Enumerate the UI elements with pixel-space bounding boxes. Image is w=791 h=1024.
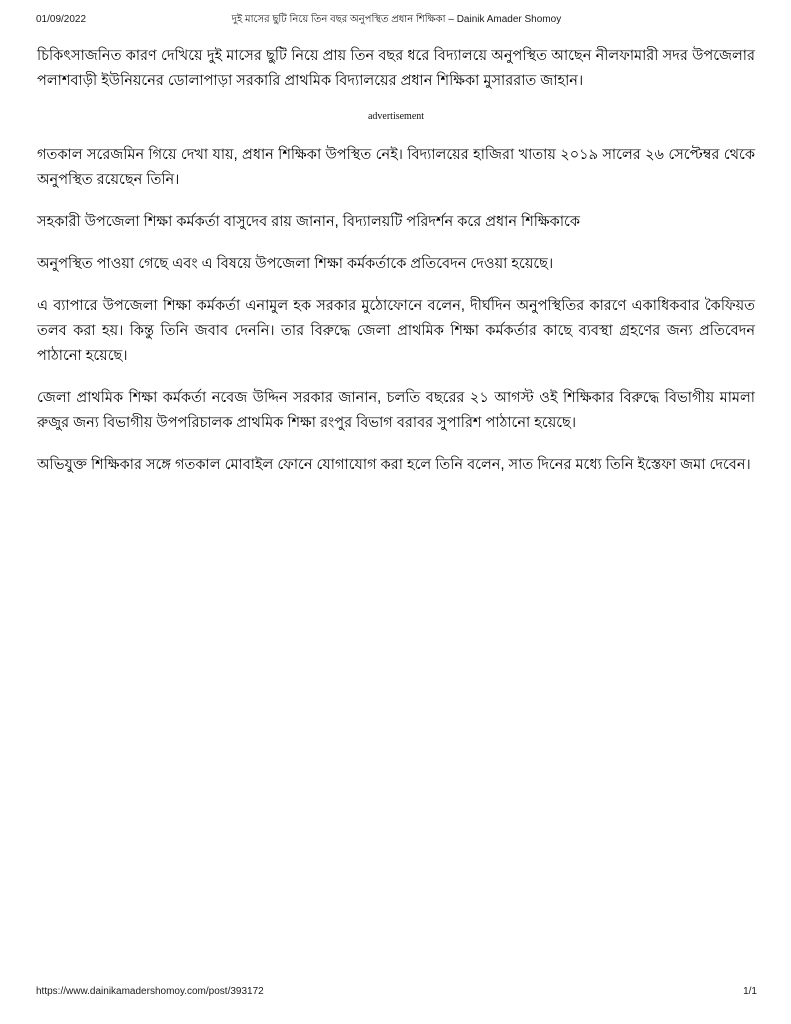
- article-paragraph: সহকারী উপজেলা শিক্ষা কর্মকর্তা বাসুদেব রায় জানান, বিদ্যালয়টি পরিদর্শন করে প্রধান শিক্ষিকাকে: [37, 214, 580, 230]
- print-date: 01/09/2022: [36, 14, 87, 25]
- footer-url: https://www.dainikamadershomoy.com/post/393172: [36, 986, 264, 997]
- article-paragraph: গতকাল সরেজমিন গিয়ে দেখা যায়, প্রধান শিক্ষিকা উপস্থিত নেই। বিদ্যালয়ের হাজিরা খাতায় ২০১৯ সালের ২৬ সেপ্টেম্বর থেকে অনুপস্থিত রয়েছেন তিনি।: [37, 147, 755, 188]
- article-paragraph: জেলা প্রাথমিক শিক্ষা কর্মকর্তা নবেজ উদ্দিন সরকার জানান, চলতি বছরের ২১ আগস্ট ওই শিক্ষিকার বিরুদ্ধে বিভাগীয় মামলা রুজুর জন্য বিভাগীয় উপপরিচালক প্রাথমিক শিক্ষা রংপুর বিভাগ বরাবর সুপারিশ পাঠানো হয়েছে।: [37, 390, 755, 431]
- print-header: [36, 14, 757, 26]
- article-paragraph: অভিযুক্ত শিক্ষিকার সঙ্গে গতকাল মোবাইল ফোনে যোগাযোগ করা হলে তিনি বলেন, সাত দিনের মধ্যে তিনি ইস্তেফা জমা দেবেন।: [37, 457, 751, 473]
- print-footer: [36, 986, 757, 998]
- article-paragraph: চিকিৎসাজনিত কারণ দেখিয়ে দুই মাসের ছুটি নিয়ে প্রায় তিন বছর ধরে বিদ্যালয়ে অনুপস্থিত আছেন নীলফামারী সদর উপজেলার পলাশবাড়ী ইউনিয়নের ডোলাপাড়া সরকারি প্রাথমিক বিদ্যালয়ের প্রধান শিক্ষিকা মুসাররাত জাহান।: [37, 48, 755, 89]
- article-body: [37, 44, 755, 495]
- advertisement-label: advertisement: [367, 111, 425, 122]
- article-paragraph: এ ব্যাপারে উপজেলা শিক্ষা কর্মকর্তা এনামুল হক সরকার মুঠোফোনে বলেন, দীর্ঘদিন অনুপস্থিতির কারণে একাধিকবার কৈফিয়ত তলব করা হয়। কিন্তু তিনি জবাব দেননি। তার বিরুদ্ধে জেলা প্রাথমিক শিক্ষা কর্মকর্তার কাছে ব্যবস্থা গ্রহণের জন্য প্রতিবেদন পাঠানো হয়েছে।: [37, 298, 755, 364]
- article-paragraph: অনুপস্থিত পাওয়া গেছে এবং এ বিষয়ে উপজেলা শিক্ষা কর্মকর্তাকে প্রতিবেদন দেওয়া হয়েছে।: [37, 256, 554, 272]
- page-title: দুই মাসের ছুটি নিয়ে তিন বছর অনুপস্থিত প্রধান শিক্ষিকা – Dainik Amader Shomoy: [231, 14, 562, 25]
- footer-page-number: 1/1: [743, 986, 757, 997]
